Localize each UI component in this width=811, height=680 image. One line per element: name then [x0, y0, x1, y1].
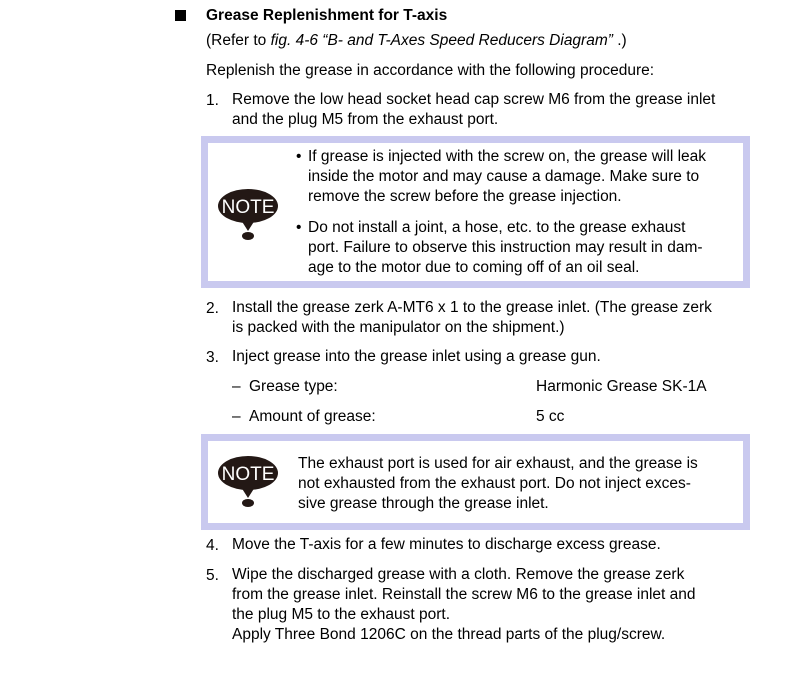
intro-text: Replenish the grease in accordance with the following procedure:	[206, 62, 655, 79]
step-line: Install the grease zerk A-MT6 x 1 to the grease inlet. (The grease zerk	[232, 299, 712, 316]
note-line: not exhausted from the exhaust port. Do not inject exces-	[298, 475, 691, 492]
step-line: and the plug M5 from the exhaust port.	[232, 111, 499, 128]
spec-dash: –	[232, 378, 241, 395]
spec-value: 5 cc	[536, 408, 565, 425]
note-line: The exhaust port is used for air exhaust, and the grease is	[298, 455, 698, 472]
step-line: Remove the low head socket head cap screw M6 from the grease inlet	[232, 91, 716, 108]
step-number: 4.	[206, 537, 219, 554]
step-line: is packed with the manipulator on the shipment.)	[232, 319, 565, 336]
note-line: port. Failure to observe this instruction may result in dam-	[308, 239, 703, 256]
spec-label: Grease type:	[249, 378, 338, 395]
note-line: sive grease through the grease inlet.	[298, 495, 549, 512]
bullet-mark: •	[296, 219, 302, 236]
step-line: from the grease inlet. Reinstall the screw M6 to the grease inlet and	[232, 586, 696, 603]
note-icon	[217, 186, 279, 242]
note-icon-label: NOTE	[221, 464, 275, 485]
section-title: Grease Replenishment for T-axis	[206, 7, 448, 24]
step-line: Wipe the discharged grease with a cloth. Remove the grease zerk	[232, 566, 685, 583]
note-line: age to the motor due to coming off of an oil seal.	[308, 259, 640, 276]
note-bullet-text	[308, 147, 706, 207]
step-number: 5.	[206, 567, 219, 584]
figure-reference-prefix: (Refer to	[206, 32, 271, 49]
step-text	[232, 298, 712, 338]
step-number: 2.	[206, 300, 219, 317]
note-bullet-text	[308, 218, 703, 278]
square-bullet-icon	[175, 10, 186, 21]
spec-value: Harmonic Grease SK-1A	[536, 378, 707, 395]
step-text	[232, 90, 715, 130]
note-line: If grease is injected with the screw on, the grease will leak	[308, 148, 707, 165]
bullet-mark: •	[296, 148, 302, 165]
step-line: the plug M5 to the exhaust port.	[232, 606, 450, 623]
step-number: 1.	[206, 92, 219, 109]
step-number: 3.	[206, 349, 219, 366]
figure-reference-suffix: .)	[612, 32, 627, 49]
note-icon-label: NOTE	[221, 197, 275, 218]
note-box	[201, 136, 750, 288]
step-line: Apply Three Bond 1206C on the thread parts of the plug/screw.	[232, 626, 666, 643]
spec-dash: –	[232, 408, 241, 425]
figure-reference-link[interactable]: fig. 4-6 “B- and T-Axes Speed Reducers Diagram”	[270, 32, 613, 49]
figure-reference	[206, 32, 627, 50]
note-line: inside the motor and may cause a damage. Make sure to	[308, 168, 700, 185]
note-box	[201, 434, 750, 530]
note-text	[298, 454, 698, 514]
step-text	[232, 565, 696, 645]
note-icon	[217, 453, 279, 509]
step-text: Move the T-axis for a few minutes to discharge excess grease.	[232, 536, 661, 553]
note-line: remove the screw before the grease injection.	[308, 188, 622, 205]
note-line: Do not install a joint, a hose, etc. to the grease exhaust	[308, 219, 686, 236]
spec-label: Amount of grease:	[249, 408, 376, 425]
step-text: Inject grease into the grease inlet using a grease gun.	[232, 348, 601, 365]
